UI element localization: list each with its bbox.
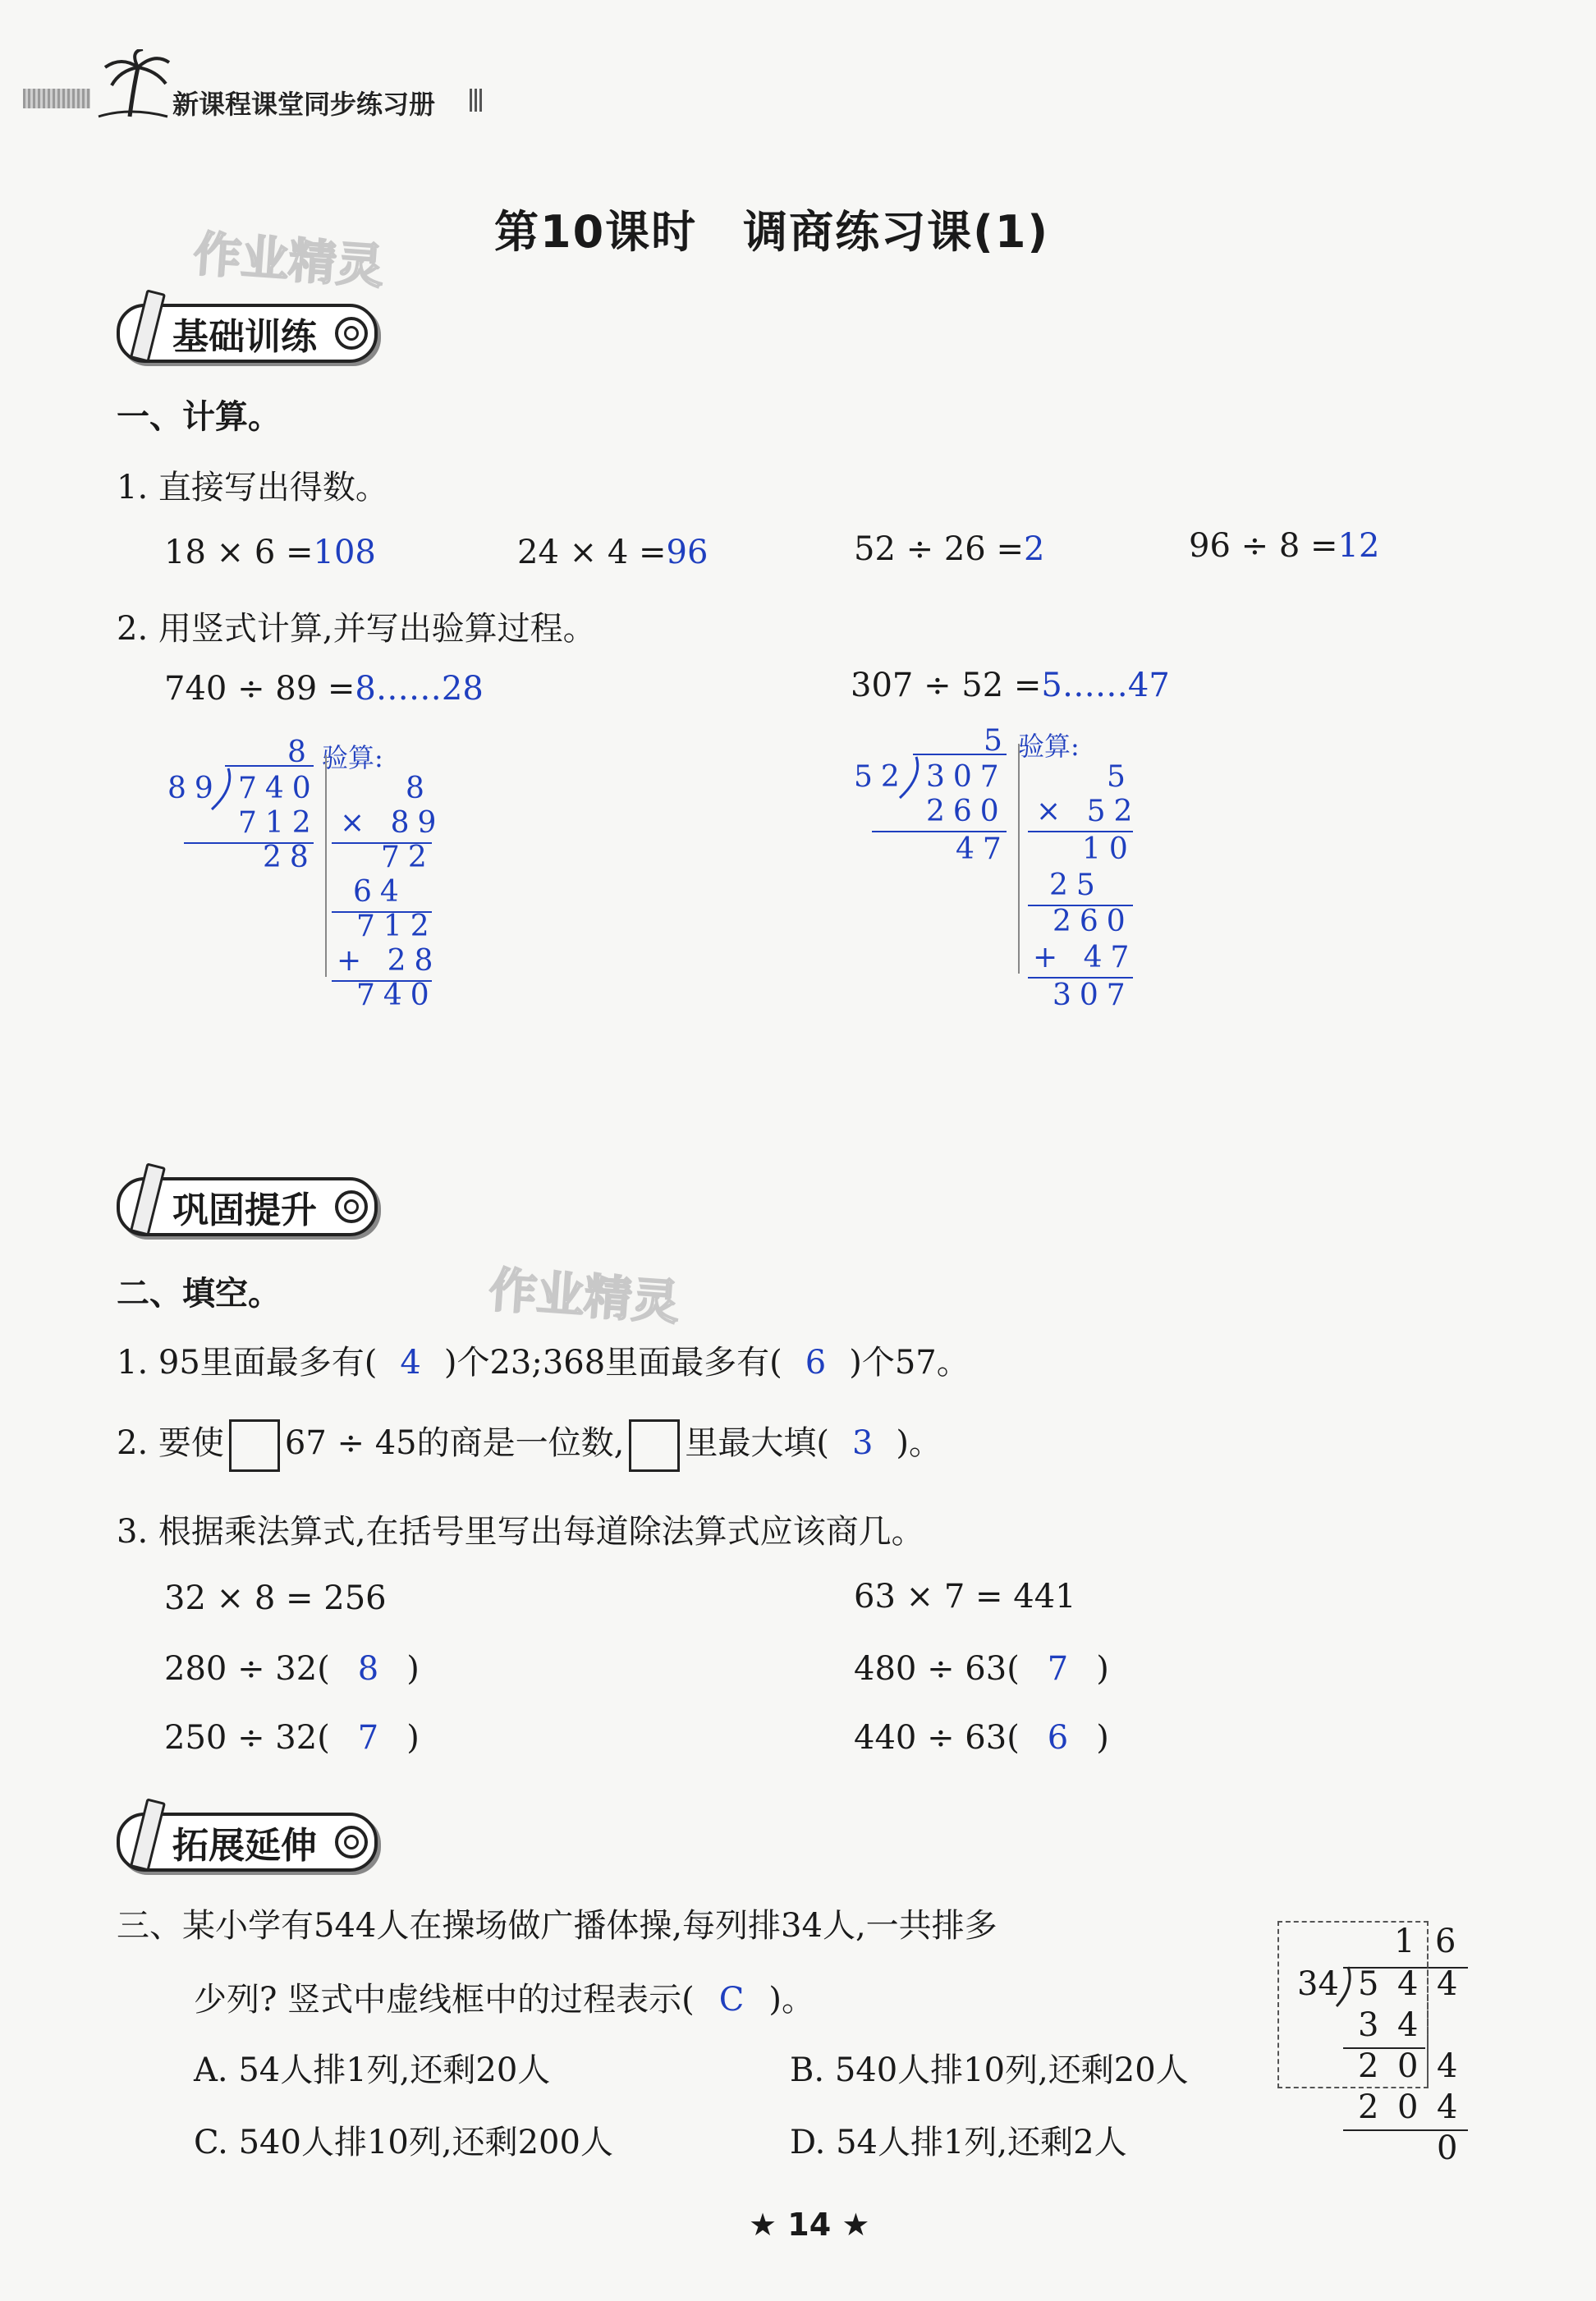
ld-digit: 1	[1394, 1923, 1415, 1960]
ring-icon	[335, 1190, 368, 1223]
ld-digit: 0	[1437, 2129, 1458, 2167]
div2-dividend: 307	[926, 760, 1007, 794]
page-number: ★ 14 ★	[749, 2207, 870, 2243]
ld-divisor: 34	[1297, 1965, 1339, 2003]
div1-quotient: 8	[287, 736, 314, 769]
section-badge-extend: 拓展延伸	[117, 1813, 378, 1872]
div1-divisor: 89	[167, 772, 222, 805]
div1-subtract: 712	[238, 806, 319, 840]
check-line: × 52	[1036, 795, 1141, 828]
div1-expression: 740 ÷ 89 =8……28	[164, 670, 484, 708]
check-line: 10	[1082, 832, 1136, 866]
ld-digit: 4	[1437, 2088, 1458, 2126]
div2-subtract: 260	[926, 795, 1007, 828]
ring-icon	[335, 1826, 368, 1859]
check-line: + 47	[1033, 941, 1138, 974]
check-line: 712	[356, 910, 438, 943]
option-c: C. 540人排10列,还剩200人	[194, 2124, 613, 2161]
oral-item: 24 × 4 =96	[517, 534, 709, 571]
part3-question-line2: 少列? 竖式中虚线框中的过程表示( C )。	[194, 1981, 814, 2019]
ld-digit: 4	[1437, 2047, 1458, 2085]
check-line: 8	[406, 772, 433, 805]
ld-digit: 3	[1358, 2006, 1379, 2044]
part2-heading: 二、填空。	[117, 1275, 281, 1313]
quotient-item: 250 ÷ 32( 7 )	[164, 1719, 420, 1757]
fill-q3-label: 3. 根据乘法算式,在括号里写出每道除法算式应该商几。	[117, 1513, 924, 1551]
blank-box	[629, 1419, 680, 1472]
oral-item: 96 ÷ 8 =12	[1189, 527, 1380, 565]
division-bracket	[1335, 1965, 1355, 2008]
oral-item: 52 ÷ 26 =2	[854, 530, 1045, 568]
div2-quotient: 5	[984, 724, 1011, 758]
ld-digit: 4	[1397, 1965, 1419, 2003]
part1-heading: 一、计算。	[117, 398, 281, 436]
palm-tree-icon	[97, 49, 171, 118]
page-title: 第10课时 调商练习课(1)	[494, 206, 1050, 258]
division-bracket	[898, 754, 923, 800]
watermark: 作业精灵	[487, 1261, 681, 1331]
fill-q2: 2. 要使 67 ÷ 45的商是一位数, 里最大填( 3 )。	[117, 1417, 942, 1472]
watermark: 作业精灵	[191, 225, 386, 295]
check-line: 25	[1049, 869, 1103, 902]
ld-digit: 0	[1397, 2088, 1419, 2126]
section-badge-consolidate: 巩固提升	[117, 1177, 378, 1236]
div2-expression: 307 ÷ 52 =5……47	[851, 667, 1170, 704]
option-b: B. 540人排10列,还剩20人	[790, 2051, 1189, 2089]
ld-digit: 4	[1397, 2006, 1419, 2044]
div1-remainder: 28	[263, 841, 317, 874]
ld-digit: 0	[1397, 2047, 1419, 2085]
div2-remainder: 47	[956, 832, 1010, 866]
div2-check-label: 验算:	[1018, 731, 1080, 762]
header-decoration-right	[470, 89, 483, 112]
pencil-icon	[130, 1162, 166, 1235]
option-a: A. 54人排1列,还剩20人	[194, 2051, 551, 2089]
fill-q1: 1. 95里面最多有( 4 )个23;368里面最多有( 6 )个57。	[117, 1344, 970, 1382]
blank-box	[229, 1419, 280, 1472]
q2-label: 2. 用竖式计算,并写出验算过程。	[117, 610, 596, 648]
division-bracket	[210, 765, 235, 811]
part3-question-line1: 三、某小学有544人在操场做广播体操,每列排34人,一共排多	[117, 1907, 998, 1945]
q1-label: 1. 直接写出得数。	[117, 469, 388, 506]
section-badge-basic: 基础训练	[117, 304, 378, 363]
quotient-item: 280 ÷ 32( 8 )	[164, 1650, 420, 1688]
check-line: 5	[1107, 760, 1134, 794]
ring-icon	[335, 317, 368, 350]
ld-digit: 2	[1358, 2088, 1379, 2126]
ld-digit: 4	[1437, 1965, 1458, 2003]
ld-digit: 5	[1358, 1965, 1379, 2003]
check-line: 64	[353, 875, 407, 909]
header-decoration	[23, 89, 90, 108]
div1-check-label: 验算:	[322, 742, 383, 773]
div1-dividend: 740	[238, 772, 319, 805]
check-line: + 28	[337, 944, 442, 978]
mult-left: 32 × 8 = 256	[164, 1579, 387, 1617]
check-line: 72	[381, 841, 435, 874]
quotient-item: 480 ÷ 63( 7 )	[854, 1650, 1109, 1688]
pencil-icon	[130, 1798, 166, 1871]
div2-divisor: 52	[854, 760, 908, 794]
quotient-item: 440 ÷ 63( 6 )	[854, 1719, 1109, 1757]
check-line: 740	[356, 979, 438, 1012]
ld-digit: 6	[1435, 1923, 1456, 1960]
check-line: × 89	[340, 806, 445, 840]
option-d: D. 54人排1列,还剩2人	[790, 2124, 1127, 2161]
ld-digit: 2	[1358, 2047, 1379, 2085]
check-line: 307	[1053, 979, 1134, 1012]
pencil-icon	[130, 289, 166, 362]
mult-right: 63 × 7 = 441	[854, 1578, 1076, 1616]
book-title: 新课程课堂同步练习册	[172, 89, 436, 120]
check-line: 260	[1053, 905, 1134, 938]
oral-item: 18 × 6 =108	[164, 534, 376, 571]
